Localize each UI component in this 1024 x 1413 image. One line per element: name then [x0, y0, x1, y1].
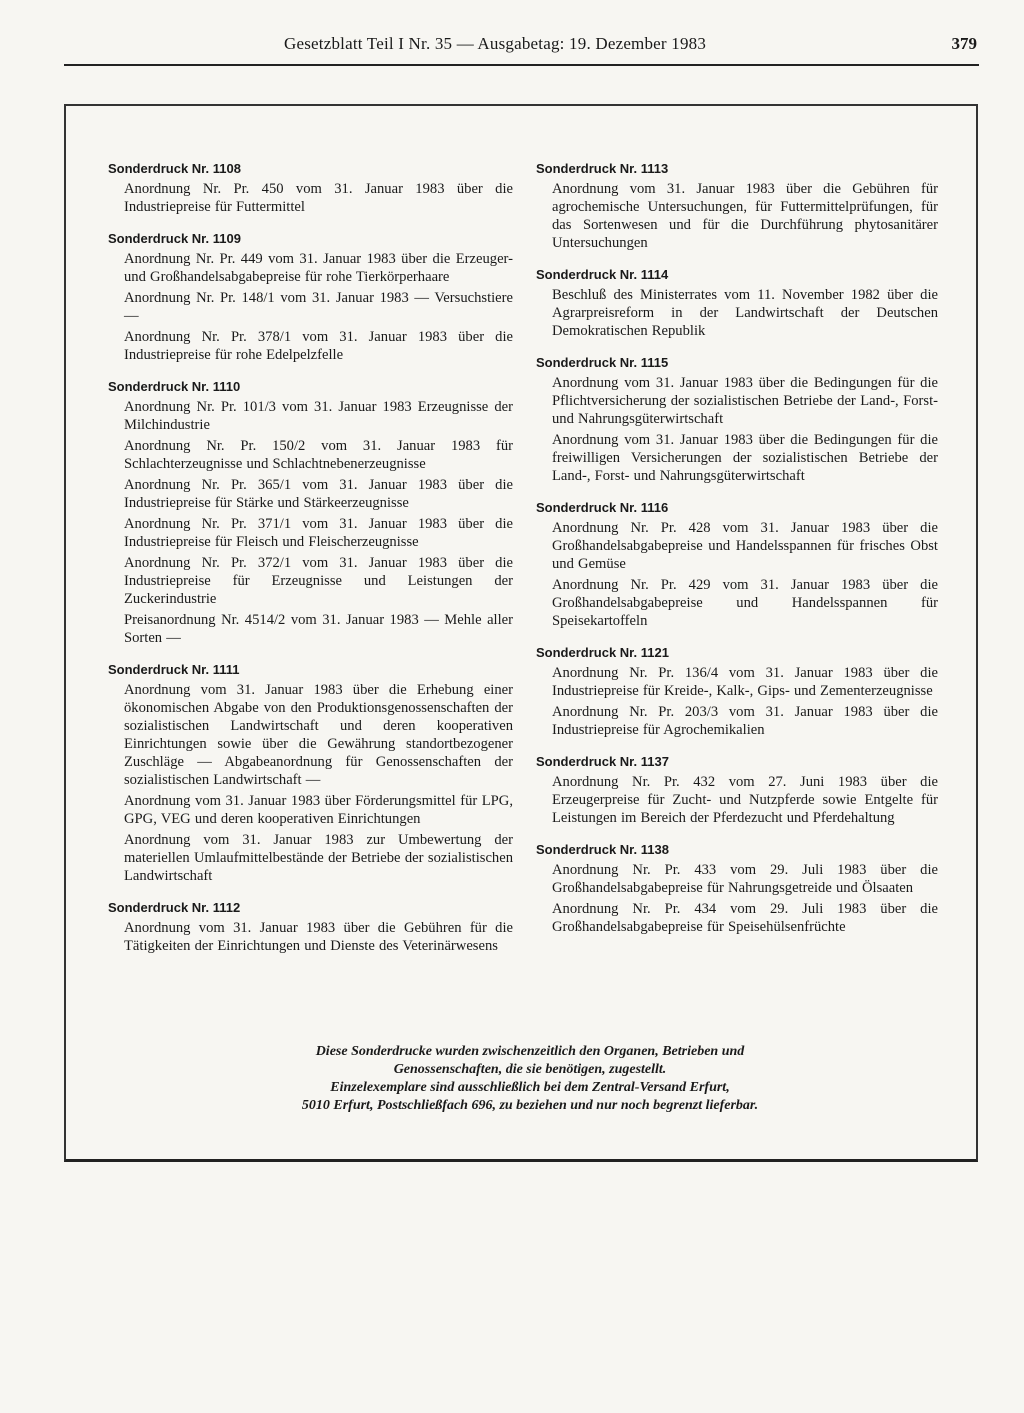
section-heading: Sonderdruck Nr. 1121 [536, 645, 669, 660]
section-1108 [108, 160, 513, 216]
section-1115 [536, 354, 938, 485]
distribution-notice [160, 1043, 900, 1115]
entry: Anordnung Nr. Pr. 365/1 vom 31. Januar 1983 über die Industriepreise für Stärke und Stärkeerzeugnisse [124, 477, 513, 511]
entry: Anordnung Nr. Pr. 449 vom 31. Januar 1983 über die Erzeuger- und Großhandelsabgabepreise für rohe Tierkörperhaare [124, 251, 513, 285]
section-heading: Sonderdruck Nr. 1113 [536, 161, 669, 176]
section-1116 [536, 499, 938, 630]
entry: Anordnung vom 31. Januar 1983 über Förderungsmittel für LPG, GPG, VEG und deren kooperativen Einrichtungen [124, 793, 513, 827]
entry: Anordnung Nr. Pr. 101/3 vom 31. Januar 1983 Erzeugnisse der Milchindustrie [124, 399, 513, 433]
notice-line: Diese Sonderdrucke wurden zwischenzeitlich den Organen, Betrieben und [315, 1044, 745, 1059]
entry: Anordnung Nr. Pr. 429 vom 31. Januar 1983 über die Großhandelsabgabepreise und Handelsspannen für Speisekartoffeln [552, 577, 938, 629]
section-1121 [536, 644, 938, 739]
section-heading: Sonderdruck Nr. 1111 [108, 662, 240, 677]
entry: Anordnung Nr. Pr. 434 vom 29. Juli 1983 über die Großhandelsabgabepreise für Speisehülsenfrüchte [552, 901, 938, 935]
entry: Anordnung Nr. Pr. 450 vom 31. Januar 1983 über die Industriepreise für Futtermittel [124, 181, 513, 215]
section-1138 [536, 841, 938, 936]
entry: Anordnung Nr. Pr. 136/4 vom 31. Januar 1983 über die Industriepreise für Kreide-, Kalk-, Gips- und Zementerzeugnisse [552, 665, 938, 699]
entry: Anordnung vom 31. Januar 1983 zur Umbewertung der materiellen Umlaufmittelbestände der Betriebe der sozialistischen Landwirtschaft [124, 832, 513, 884]
entry: Anordnung vom 31. Januar 1983 über die Bedingungen für die Pflichtversicherung der sozialistischen Betriebe der Land-, Forst- und Nahrungsgüterwirtschaft [552, 375, 938, 427]
section-1113 [536, 160, 938, 252]
entry: Anordnung Nr. Pr. 428 vom 31. Januar 1983 über die Großhandelsabgabepreise und Handelsspannen für frisches Obst und Gemüse [552, 520, 938, 572]
left-column [108, 160, 513, 969]
entry: Anordnung vom 31. Januar 1983 über die Bedingungen für die freiwilligen Versicherungen der sozialistischen Betriebe der Land-, Forst- und Nahrungsgüterwirtschaft [552, 432, 938, 484]
section-1114 [536, 266, 938, 340]
header-title: Gesetzblatt Teil I Nr. 35 — Ausgabetag: 19. Dezember 1983 [284, 34, 707, 53]
right-column [536, 160, 938, 950]
section-heading: Sonderdruck Nr. 1114 [536, 267, 669, 282]
section-heading: Sonderdruck Nr. 1110 [108, 379, 241, 394]
notice-line: Genossenschaften, die sie benötigen, zugestellt. [393, 1062, 667, 1077]
entry: Anordnung vom 31. Januar 1983 über die Erhebung einer ökonomischen Abgabe von den Produktionsgenossenschaften der sozialistischen Landwirtschaft und deren kooperativen Einrichtungen sowie über die Gewährung standortbezogener Zuschläge — Abgabeanordnung für Genossenschaften der sozialistischen Landwirtschaft — [124, 682, 513, 788]
entry: Anordnung vom 31. Januar 1983 über die Gebühren für die Tätigkeiten der Einrichtungen und Dienste des Veterinärwesens [124, 920, 513, 954]
section-heading: Sonderdruck Nr. 1137 [536, 754, 669, 769]
section-heading: Sonderdruck Nr. 1115 [536, 355, 669, 370]
section-heading: Sonderdruck Nr. 1109 [108, 231, 241, 246]
entry: Anordnung Nr. Pr. 371/1 vom 31. Januar 1983 über die Industriepreise für Fleisch und Fleischerzeugnisse [124, 516, 513, 550]
entry: Anordnung Nr. Pr. 432 vom 27. Juni 1983 über die Erzeugerpreise für Zucht- und Nutzpferde sowie Entgelte für Leistungen im Bereich der Pferdezucht und Pferdehaltung [552, 774, 938, 826]
section-heading: Sonderdruck Nr. 1116 [536, 500, 669, 515]
section-1112 [108, 899, 513, 955]
entry: Anordnung Nr. Pr. 148/1 vom 31. Januar 1983 — Versuchstiere — [124, 290, 513, 324]
entry: Anordnung vom 31. Januar 1983 über die Gebühren für agrochemische Untersuchungen, für Futtermittelprüfungen, für das Sortenwesen und für die Durchführung phytosanitärer Untersuchungen [552, 181, 938, 251]
entry: Anordnung Nr. Pr. 378/1 vom 31. Januar 1983 über die Industriepreise für rohe Edelpelzfelle [124, 329, 513, 363]
notice-line: 5010 Erfurt, Postschließfach 696, zu beziehen und nur noch begrenzt lieferbar. [301, 1098, 759, 1113]
section-1137 [536, 753, 938, 827]
entry: Anordnung Nr. Pr. 372/1 vom 31. Januar 1983 über die Industriepreise für Erzeugnisse und Leistungen der Zuckerindustrie [124, 555, 513, 607]
entry: Anordnung Nr. Pr. 433 vom 29. Juli 1983 über die Großhandelsabgabepreise für Nahrungsgetreide und Ölsaaten [552, 862, 938, 896]
notice-line: Einzelexemplare sind ausschließlich bei dem Zentral-Versand Erfurt, [330, 1080, 730, 1095]
entry: Anordnung Nr. Pr. 203/3 vom 31. Januar 1983 über die Industriepreise für Agrochemikalien [552, 704, 938, 738]
entry: Anordnung Nr. Pr. 150/2 vom 31. Januar 1983 für Schlachterzeugnisse und Schlachtnebenerzeugnisse [124, 438, 513, 472]
entry: Preisanordnung Nr. 4514/2 vom 31. Januar 1983 — Mehle aller Sorten — [124, 612, 513, 646]
entry: Beschluß des Ministerrates vom 11. November 1982 über die Agrarpreisreform in der Landwirtschaft der Deutschen Demokratischen Republik [552, 287, 938, 339]
section-1109 [108, 230, 513, 364]
section-heading: Sonderdruck Nr. 1108 [108, 161, 241, 176]
page-header [64, 30, 979, 66]
section-heading: Sonderdruck Nr. 1112 [108, 900, 241, 915]
section-1111 [108, 661, 513, 885]
section-heading: Sonderdruck Nr. 1138 [536, 842, 669, 857]
page-number: 379 [951, 34, 977, 53]
section-1110 [108, 378, 513, 647]
